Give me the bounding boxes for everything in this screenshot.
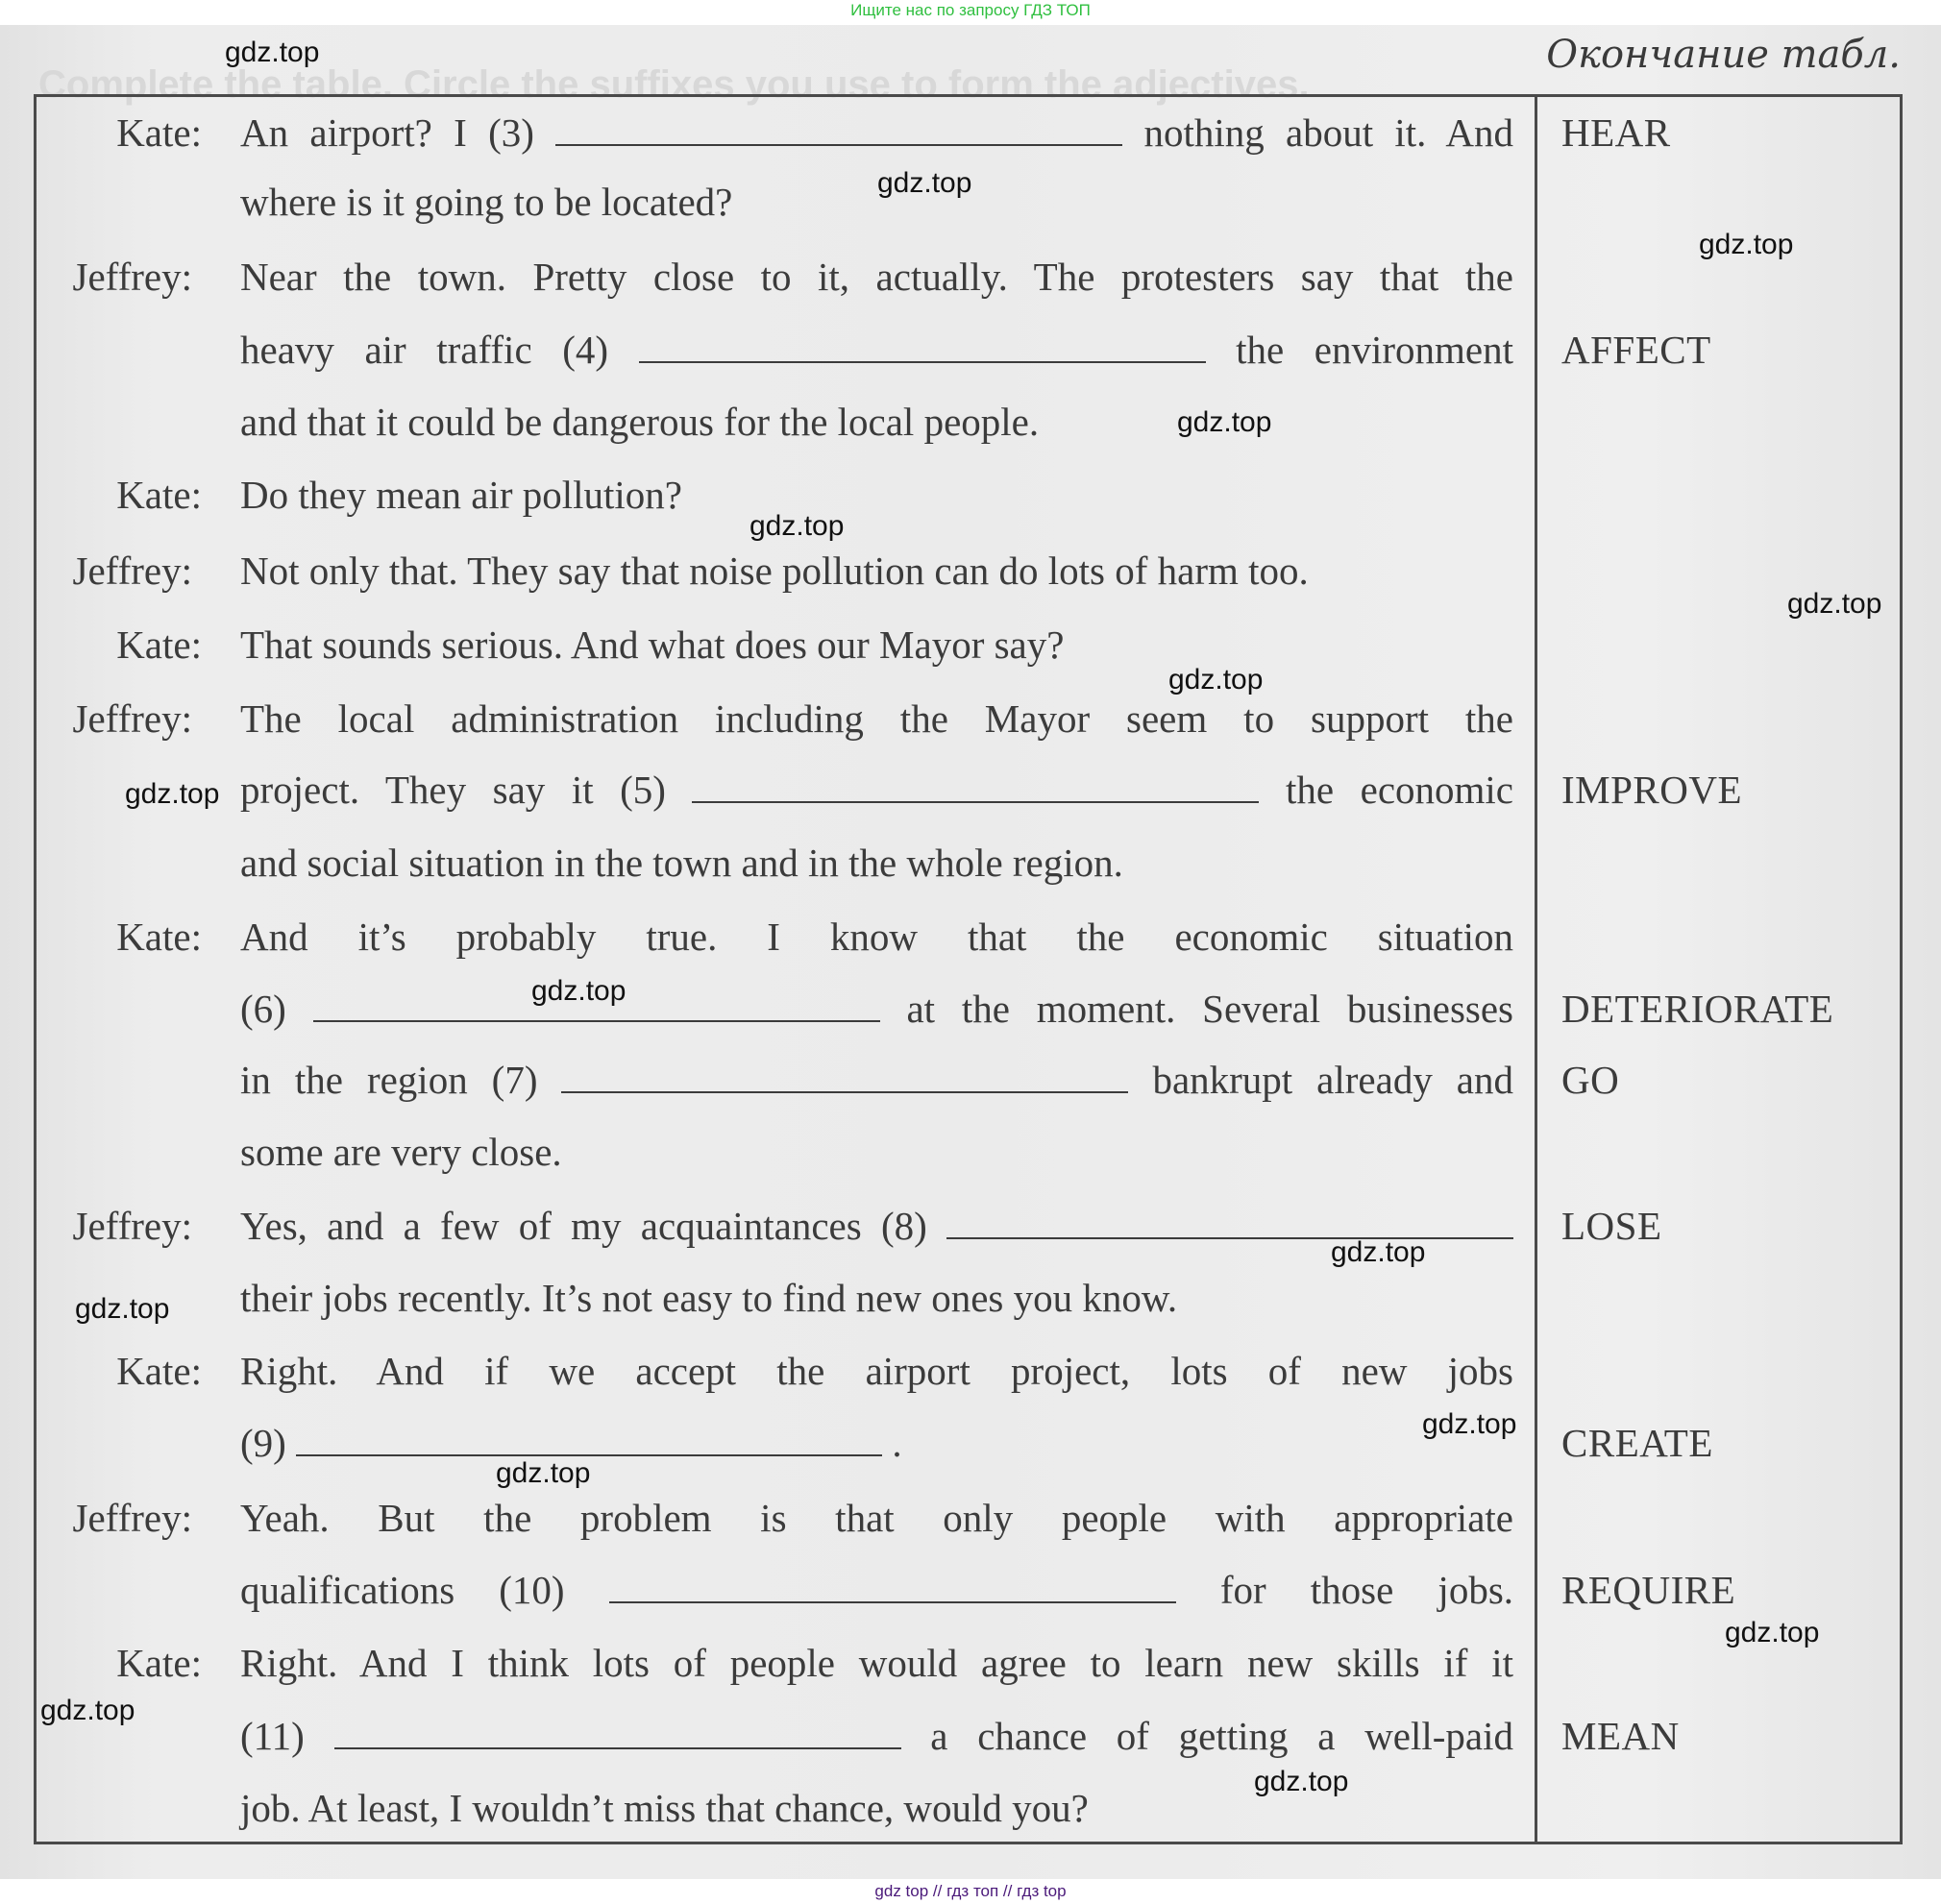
watermark-text: gdz.top	[749, 510, 845, 542]
line-text	[240, 1785, 1089, 1831]
text-segment: their jobs recently. It’s not easy to find new ones you know.	[240, 1276, 1178, 1320]
text-segment: That sounds serious. And what does our Mayor say?	[240, 622, 1065, 667]
line-text	[240, 914, 1513, 960]
speaker-name: Jeffrey:	[72, 1204, 192, 1248]
watermark-text: gdz.top	[1422, 1408, 1517, 1440]
text-segment: heavy air traffic (4)	[240, 328, 609, 372]
watermark-text: gdz.top	[1725, 1617, 1820, 1648]
line-text	[240, 1203, 1513, 1249]
text-segment: Right. And I think lots of people would agree to learn new skills if it	[240, 1641, 1513, 1685]
watermark-text: gdz.top	[1331, 1236, 1426, 1268]
speaker-name: Kate:	[116, 473, 202, 517]
speaker-name: Jeffrey:	[72, 549, 192, 593]
speaker-name: Kate:	[116, 1641, 202, 1685]
text-segment: bankrupt already and	[1152, 1058, 1513, 1102]
watermark-text: gdz.top	[1699, 229, 1794, 260]
text-segment: nothing about it. And	[1143, 110, 1514, 155]
line-text	[240, 622, 1064, 668]
watermark-text: gdz.top	[1168, 664, 1264, 696]
line-text	[240, 1640, 1513, 1686]
keyword-deteriorate: DETERIORATE	[1561, 987, 1834, 1031]
line-text	[240, 179, 732, 225]
line-text	[240, 1275, 1177, 1321]
text-segment: qualifications (10)	[240, 1568, 565, 1612]
speaker-name: Kate:	[116, 1349, 202, 1393]
text-segment: and that it could be dangerous for the local people.	[240, 400, 1040, 444]
text-segment: and social situation in the town and in the whole region.	[240, 841, 1123, 885]
text-segment: (9)	[240, 1421, 286, 1465]
text-segment: Do they mean air pollution?	[240, 473, 682, 517]
watermark-text: gdz.top	[1177, 406, 1272, 438]
text-segment: the economic	[1286, 768, 1514, 812]
line-text	[240, 1129, 562, 1175]
watermark-text: gdz.top	[125, 778, 220, 810]
line-text	[240, 472, 682, 518]
speaker-name: Jeffrey:	[72, 255, 192, 299]
watermark-text: gdz.top	[40, 1695, 135, 1726]
line-text	[240, 696, 1513, 742]
text-segment: (11)	[240, 1714, 305, 1758]
watermark-text: gdz.top	[1787, 588, 1882, 620]
line-text	[240, 399, 1039, 445]
watermark-text: gdz.top	[496, 1457, 591, 1489]
text-segment: And it’s probably true. I know that the economic situation	[240, 915, 1513, 959]
keyword-mean: MEAN	[1561, 1714, 1680, 1758]
line-text	[240, 110, 1513, 156]
keyword-column-divider	[1535, 94, 1537, 1844]
text-segment: project. They say it (5)	[240, 768, 666, 812]
keyword-affect: AFFECT	[1561, 328, 1711, 372]
keyword-lose: LOSE	[1561, 1204, 1662, 1248]
text-segment: where is it going to be located?	[240, 180, 733, 224]
watermark-text: gdz.top	[877, 167, 972, 199]
line-text	[240, 1057, 1513, 1103]
text-segment: at the moment. Several businesses	[906, 987, 1514, 1031]
text-segment: Near the town. Pretty close to it, actually. The protesters say that the	[240, 255, 1513, 299]
speaker-name: Kate:	[116, 915, 202, 959]
text-segment: Yes, and a few of my acquaintances (8)	[240, 1204, 927, 1248]
text-segment: some are very close.	[240, 1130, 562, 1174]
bottom-banner: gdz top // гдз топ // гдз top	[0, 1879, 1941, 1904]
text-segment: a chance of getting a well-paid	[930, 1714, 1514, 1758]
keyword-go: GO	[1561, 1058, 1620, 1102]
answer-blank[interactable]	[609, 1574, 1176, 1603]
keyword-require: REQUIRE	[1561, 1568, 1736, 1612]
line-text	[240, 327, 1513, 373]
speaker-name: Kate:	[116, 110, 202, 155]
line-text	[240, 840, 1123, 886]
line-text	[240, 1567, 1513, 1613]
text-segment: job. At least, I wouldn’t miss that chance, would you?	[240, 1786, 1089, 1830]
answer-blank[interactable]	[561, 1064, 1128, 1093]
speaker-name: Jeffrey:	[72, 1496, 192, 1540]
answer-blank[interactable]	[296, 1428, 882, 1456]
speaker-name: Jeffrey:	[72, 696, 192, 741]
line-text	[240, 1495, 1513, 1541]
answer-blank[interactable]	[555, 117, 1122, 146]
text-segment: Not only that. They say that noise pollution can do lots of harm too.	[240, 549, 1309, 593]
line-text	[240, 254, 1513, 300]
speaker-name: Kate:	[116, 622, 202, 667]
keyword-hear: HEAR	[1561, 110, 1671, 155]
top-banner: Ищите нас по запросу ГДЗ ТОП	[0, 0, 1941, 25]
text-segment: An airport? I (3)	[240, 110, 534, 155]
text-segment: the environment	[1236, 328, 1514, 372]
answer-blank[interactable]	[334, 1721, 901, 1749]
text-segment: (6)	[240, 987, 286, 1031]
answer-blank[interactable]	[946, 1210, 1513, 1239]
bleed-through-text: Complete the table. Circle the suffixes you use to form the adjectives.	[38, 63, 1310, 106]
watermark-text: gdz.top	[1254, 1766, 1349, 1797]
text-segment: The local administration including the Mayor seem to support the	[240, 696, 1513, 741]
line-text	[240, 986, 1513, 1032]
answer-blank[interactable]	[692, 774, 1259, 803]
line-text	[240, 1348, 1513, 1394]
line-text	[240, 548, 1309, 594]
watermark-text: gdz.top	[75, 1293, 170, 1325]
line-text	[240, 767, 1513, 813]
text-segment: .	[892, 1421, 902, 1465]
keyword-improve: IMPROVE	[1561, 768, 1743, 812]
text-segment: Yeah. But the problem is that only people with appropriate	[240, 1496, 1513, 1540]
table-continuation-label: Окончание табл.	[1546, 33, 1901, 77]
keyword-create: CREATE	[1561, 1421, 1713, 1465]
text-segment: Right. And if we accept the airport project, lots of new jobs	[240, 1349, 1513, 1393]
watermark-text: gdz.top	[225, 37, 320, 68]
line-text	[240, 1713, 1513, 1759]
text-segment: in the region (7)	[240, 1058, 538, 1102]
answer-blank[interactable]	[639, 334, 1206, 363]
watermark-text: gdz.top	[531, 975, 627, 1007]
text-segment: for those jobs.	[1219, 1568, 1514, 1612]
